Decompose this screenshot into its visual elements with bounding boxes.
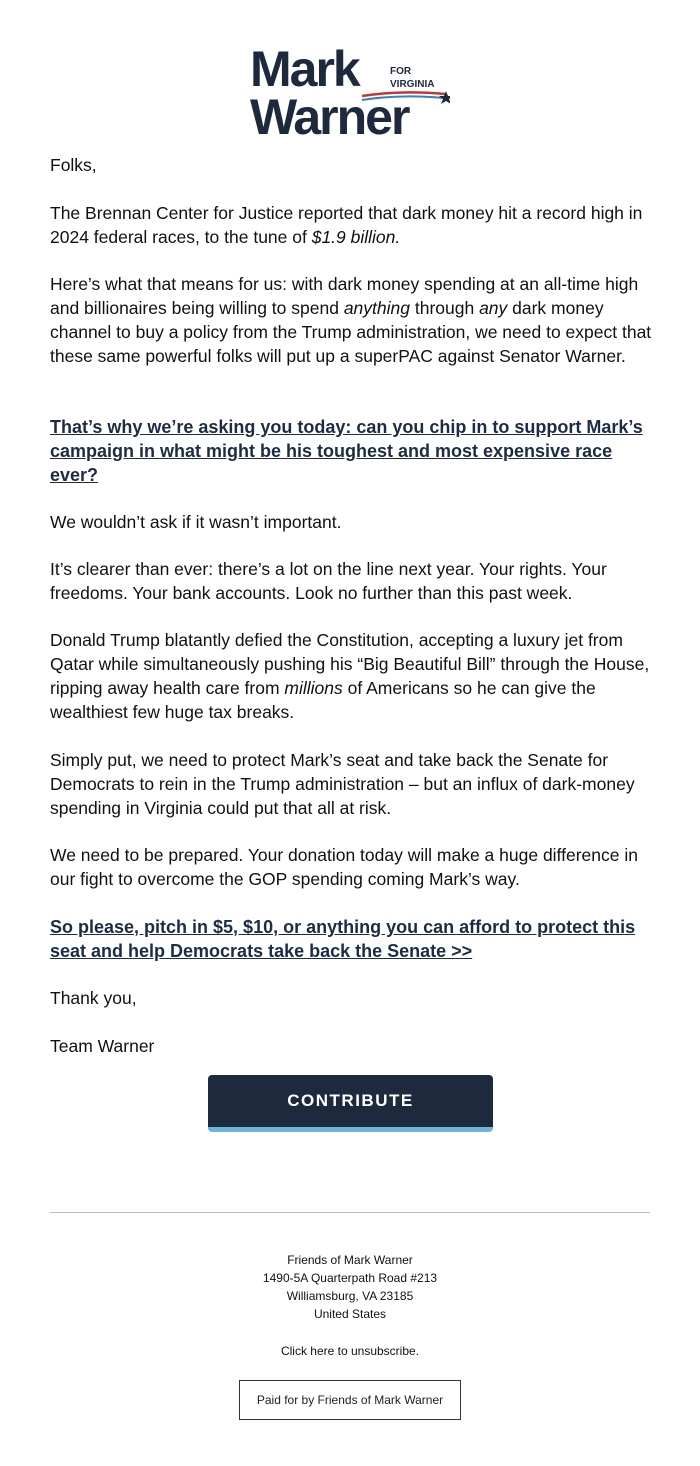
- paragraph-line-next-year: It’s clearer than ever: there’s a lot on the line next year. Your rights. Your freedoms. Your bank accounts. Look no further than this past week.: [50, 559, 607, 603]
- contribute-button[interactable]: CONTRIBUTE: [208, 1075, 493, 1132]
- footer-org: Friends of Mark Warner: [287, 1253, 413, 1267]
- paragraph-what-it-means: [50, 272, 654, 368]
- p2-emphasis-any: any: [479, 298, 508, 318]
- cta-link-pitch-in[interactable]: So please, pitch in $5, $10, or anything you can afford to protect this seat and help Democrats take back the Senate >>: [50, 917, 636, 961]
- p5-emphasis: millions: [284, 678, 343, 698]
- campaign-logo: [250, 44, 450, 140]
- footer-city: Williamsburg, VA 23185: [286, 1289, 414, 1303]
- footer-divider: [50, 1212, 650, 1213]
- p1-text: The Brennan Center for Justice reported that dark money hit a record high in 2024 federal races, to the tune of: [50, 203, 643, 247]
- paid-for-disclaimer: Paid for by Friends of Mark Warner: [239, 1380, 461, 1420]
- greeting: Folks,: [50, 155, 97, 175]
- p2-text-e: dark money channel to buy a policy from the Trump administration, we need to expect that these same powerful folks will put up a superPAC against Senator Warner.: [50, 298, 652, 366]
- cta-link-chip-in[interactable]: That’s why we’re asking you today: can you chip in to support Mark’s campaign in what might be his toughest and most expensive race ever?: [50, 417, 643, 485]
- footer-country: United States: [313, 1307, 387, 1321]
- p2-text-c: through: [409, 298, 480, 318]
- footer-address: [0, 1251, 700, 1323]
- p2-text-a: Here’s what that means for us: with dark money spending at an all-time high and billionaires being willing to spend: [50, 274, 639, 318]
- unsubscribe-link[interactable]: Click here to unsubscribe.: [280, 1344, 420, 1358]
- p5-text-c: of Americans so he can give the wealthiest few huge tax breaks.: [50, 678, 596, 722]
- thanks: Thank you,: [50, 988, 137, 1008]
- footer-street: 1490-5A Quarterpath Road #213: [262, 1271, 438, 1285]
- paragraph-important: We wouldn’t ask if it wasn’t important.: [50, 512, 342, 532]
- logo-for-text: FOR: [390, 66, 412, 77]
- p5-text-a: Donald Trump blatantly defied the Constitution, accepting a luxury jet from Qatar while simultaneously pushing his “Big Beautiful Bill” through the House, ripping away health care from: [50, 630, 650, 698]
- logo-mark-text: Mark: [250, 44, 359, 97]
- paragraph-be-prepared: We need to be prepared. Your donation today will make a huge difference in our fight to overcome the GOP spending coming Mark’s way.: [50, 845, 638, 889]
- p2-emphasis-anything: anything: [343, 298, 410, 318]
- p1-emphasis: $1.9 billion.: [311, 227, 401, 247]
- logo-warner-text: Warner: [250, 89, 409, 140]
- logo-virginia-text: VIRGINIA: [390, 79, 435, 90]
- paragraph-protect-seat: Simply put, we need to protect Mark’s seat and take back the Senate for Democrats to rein in the Trump administration – but an influx of dark-money spending in Virginia could put that all at risk.: [50, 750, 635, 818]
- paragraph-dark-money-record: [50, 201, 654, 249]
- signoff: Team Warner: [50, 1036, 155, 1056]
- paragraph-trump: [50, 628, 654, 724]
